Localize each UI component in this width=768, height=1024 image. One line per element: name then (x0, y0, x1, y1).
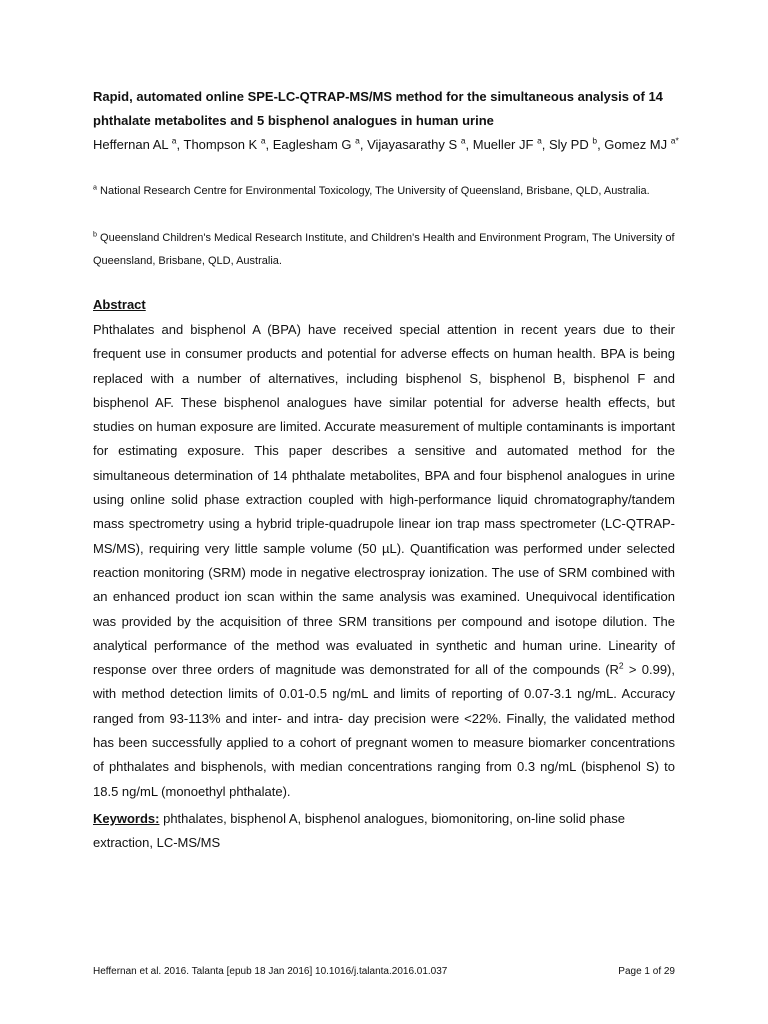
author: Eaglesham G (272, 137, 352, 152)
affiliation-mark: a (93, 183, 97, 192)
affiliation-text: Queensland Children's Medical Research Institute, and Children's Health and Environment Program, The University of Queensland, Brisbane, QLD, Australia. (93, 232, 675, 267)
author-affiliation-mark: a (537, 135, 542, 146)
author: Mueller JF (472, 137, 534, 152)
author-affiliation-mark: a (460, 135, 466, 146)
footer-citation: Heffernan et al. 2016. Talanta [epub 18 Jan 2016] 10.1016/j.talanta.2016.01.037 (93, 966, 448, 977)
author: Heffernan AL (93, 137, 169, 152)
footer-page-number: Page 1 of 29 (618, 966, 675, 977)
author: Vijayasarathy S (367, 137, 458, 152)
author: Gomez MJ (604, 137, 668, 152)
abstract-text-part: Phthalates and bisphenol A (BPA) have received special attention in recent years due to their frequent use in consumer products and potential for adverse effects on human health. BPA is being replaced with a number of alternatives, including bisphenol S, bisphenol B, bisphenol F and bisphenol AF. These bisphenol analogues have similar potential for adverse health effects, but studies on human exposure are limited. Accurate measurement of multiple contaminants is important for estimating exposure. This paper describes a sensitive and automated method for the simultaneous determination of 14 phthalate metabolites, BPA and four bisphenol analogues in urine using online solid phase extraction coupled with high-performance liquid chromatography/tandem mass spectrometry using a hybrid triple-quadrupole linear ion trap mass spectrometer (LC-QTRAP-MS/MS), requiring very little sample volume (50 µL). Quantification was performed under selected reaction monitoring (SRM) mode in negative electrospray ionization. The use of SRM combined with an enhanced product ion scan within the same analysis was examined. Unequivocal identification was provided by the acquisition of three SRM transitions per compound and isotope dilution. The analytical performance of the method was evaluated in synthetic and human urine. Linearity of response over three orders of magnitude was demonstrated for all of the compounds (R (93, 322, 675, 678)
affiliation-b (93, 227, 675, 273)
author-affiliation-mark: b (592, 135, 598, 146)
author-list: Heffernan AL $^a$, Thompson K $^a$, Eaglesham G $^a$, Vijayasarathy S $^a$, Mueller JF $^a$, Sly PD $^b$, Gomez MJ $^{a*}$ (93, 135, 679, 152)
keywords (93, 807, 675, 855)
abstract-text-part: > 0.99), with method detection limits of 0.01-0.5 ng/mL and limits of reporting of 0.07-3.1 ng/mL. Accuracy ranged from 93-113% and inter- and intra- day precision were <22%. Finally, the validated method has been successfully applied to a cohort of pregnant women to measure biomarker concentrations of phthalates and bisphenols, with median concentrations ranging from 0.3 ng/mL (bisphenol S) to 18.5 ng/mL (monoethyl phthalate). (93, 662, 675, 799)
keywords-label: Keywords: (93, 811, 160, 826)
r-squared-superscript: 2 (618, 660, 624, 671)
affiliation-text: National Research Centre for Environmental Toxicology, The University of Queensland, Brisbane, QLD, Australia. (100, 185, 650, 197)
abstract-body (93, 318, 675, 804)
author-affiliation-mark: a (171, 135, 177, 146)
author-affiliation-mark: a* (670, 135, 679, 146)
author-affiliation-mark: a (260, 135, 266, 146)
author: Thompson K (183, 137, 258, 152)
author-affiliation-mark: a (355, 135, 360, 146)
paper-title: Rapid, automated online SPE-LC-QTRAP-MS/MS method for the simultaneous analysis of 14 phthalate metabolites and 5 bisphenol analogues in human urine (93, 89, 663, 128)
keywords-text: phthalates, bisphenol A, bisphenol analogues, biomonitoring, on-line solid phase extraction, LC-MS/MS (93, 811, 625, 850)
affiliation-a (93, 180, 675, 203)
abstract-heading: Abstract (93, 297, 146, 312)
author: Sly PD (549, 137, 589, 152)
affiliation-mark: b (93, 230, 97, 239)
